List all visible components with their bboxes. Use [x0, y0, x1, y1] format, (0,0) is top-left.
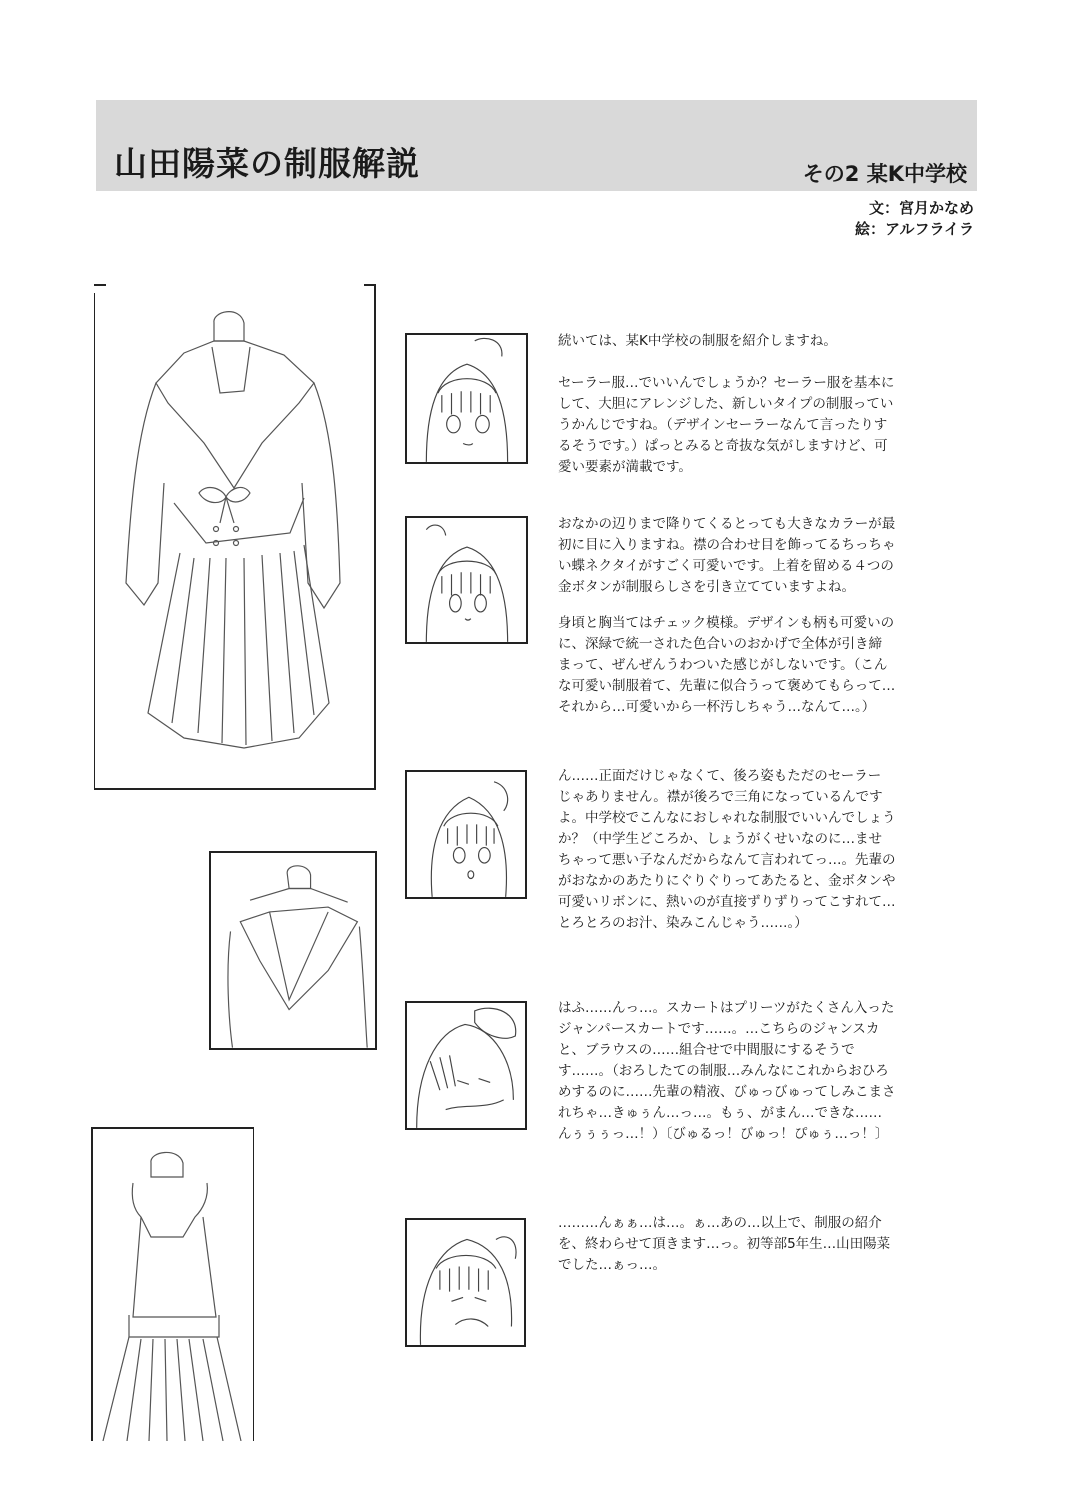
section-1-paragraph-2: セーラー服…でいいんでしょうか？セーラー服を基本に して、大胆にアレンジした、新しいタイプの制服ってい うかんじですね。（デザインセーラーなんて言ったりす るそうです。）ぱっとみると奇抜な気がしますけど、可 愛い要素が満載です。: [558, 375, 895, 475]
character-portrait-4: [405, 1001, 527, 1130]
character-portrait-3: [405, 770, 527, 899]
section-2-paragraph-1: おなかの辺りまで降りてくるとっても大きなカラーが最 初に目に入りますね。襟の合わせ目を飾ってるちっちゃ い蝶ネクタイがすごく可愛いです。上着を留める４つの 金ボタンが制服らしさを引き立てていますよね。: [558, 516, 896, 595]
character-portrait-5: [405, 1218, 526, 1347]
credit-art-author: 絵：アルフライラ: [855, 220, 974, 238]
section-5-paragraph-1: ………んぁぁ…は…。ぁ…あの…以上で、制服の紹介 を、終わらせて頂きます…っ。初等部5年生…山田陽菜 でした…ぁっ…。: [558, 1215, 891, 1273]
jumper-skirt-illustration: [91, 1127, 254, 1441]
section-4-paragraph-1: はふ……んっ…。スカートはプリーツがたくさん入った ジャンパースカートです……。…こちらのジャンスカ と、ブラウスの……組合せで中間服にするそうで す……。（おろしたての制服…みんなにこれからおひろ めするのに……先輩の精液、びゅっびゅってしみこまさ れちゃ…きゅぅん…っ…。もぅ、がまん…できな…… んぅぅぅっ…！）〔びゅるっ！びゅっ！ぴゅぅ…っ！〕: [558, 1000, 896, 1142]
section-1-paragraph-1: 続いては、某K中学校の制服を紹介しますね。: [558, 333, 837, 349]
section-2-paragraph-2: 身頃と胸当てはチェック模様。デザインも柄も可愛いの に、深緑で統一された色合いのおかげで全体が引き締 まって、ぜんぜんうわついた感じがしないです。（こん な可愛い制服着て、先輩に似合うって褒めてもらって… それから…可愛いから一杯汚しちゃう…なんて…。）: [558, 615, 896, 715]
page-subtitle: その2 某K中学校: [802, 162, 967, 186]
section-3-paragraph-1: ん……正面だけじゃなくて、後ろ姿もただのセーラー じゃありません。襟が後ろで三角になっているんです よ。中学校でこんなにおしゃれな制服でいいんでしょう か？（中学生どころか、しょうがくせいなのに…ませ ちゃって悪い子なんだからなんて言われてっ…。先輩の がおなかのあたりにぐりぐりってあたると、金ボタンや 可愛いリボンに、熱いのが直接ずりずりってこすれて… とろとろのお汁、染みこんじゃう……。）: [558, 768, 896, 931]
uniform-front-illustration: [94, 283, 376, 790]
uniform-back-illustration: [209, 851, 377, 1050]
credits: [855, 198, 974, 240]
character-portrait-1: [405, 333, 528, 464]
page-title: 山田陽菜の制服解説: [114, 144, 420, 183]
header-band: [96, 100, 977, 191]
character-portrait-2: [405, 516, 528, 644]
credit-text-author: 文：宮月かなめ: [868, 199, 974, 217]
